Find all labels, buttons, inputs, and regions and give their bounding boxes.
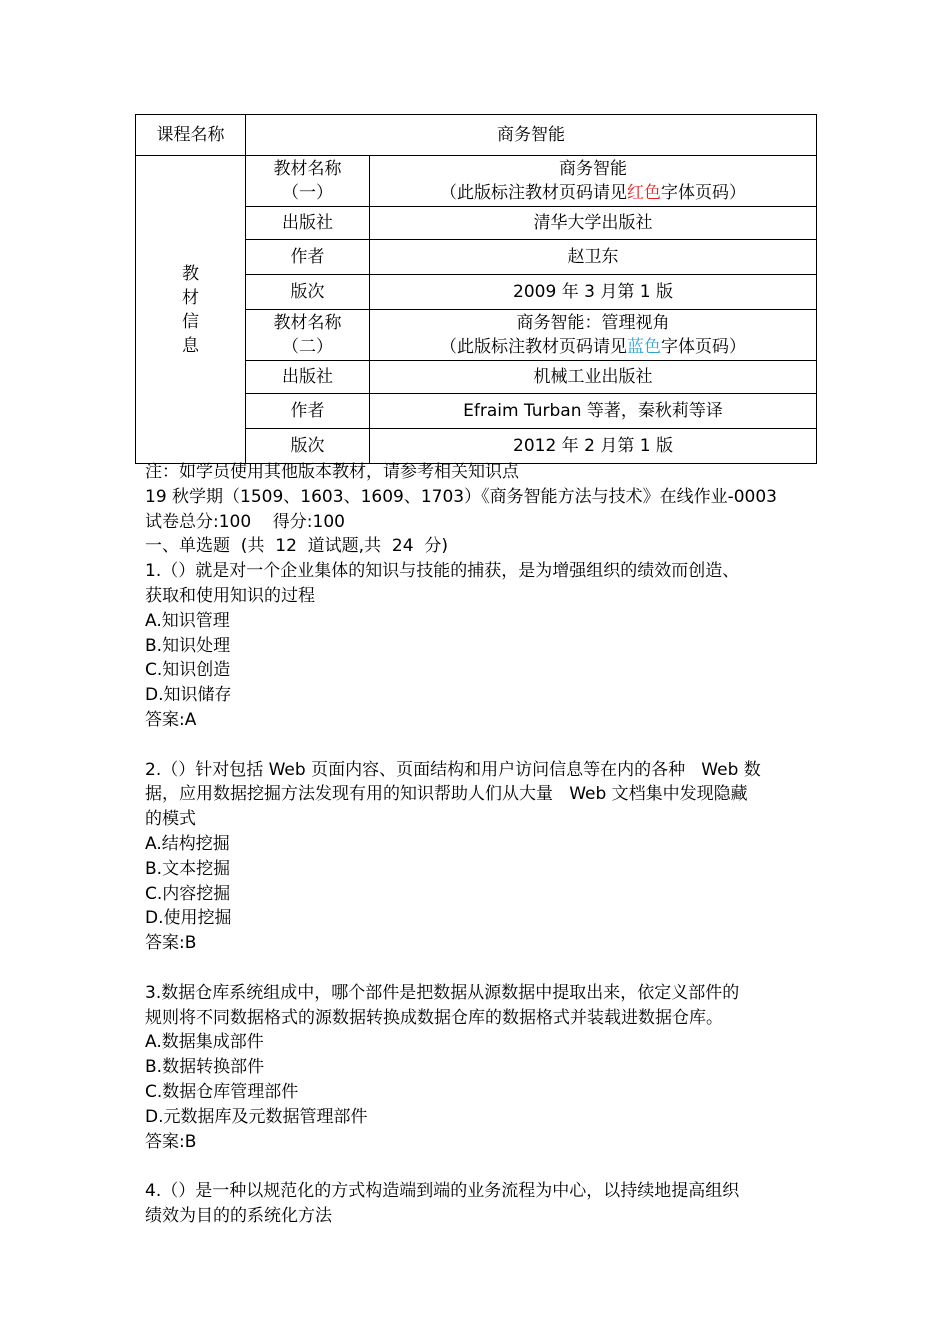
answer: 答案:B [145,933,197,954]
book1-title: 商务智能 [559,159,627,179]
option-b: B.知识处理 [145,635,231,656]
book1-name-label [246,156,370,207]
book1-title-cell [370,156,817,207]
note-suffix: 字体页码） [661,337,746,357]
question-stem-line: 据，应用数据挖掘方法发现有用的知识帮助人们从大量 Web 文档集中发现隐藏 [145,784,748,805]
question-stem-line: 规则将不同数据格式的源数据转换成数据仓库的数据格式并装载进数据仓库。 [145,1007,723,1028]
option-d: D.使用挖掘 [145,908,232,929]
book2-publisher: 机械工业出版社 [370,361,817,394]
book1-publisher-label: 出版社 [246,207,370,240]
option-b: B.文本挖掘 [145,858,231,879]
course-name-label: 课程名称 [136,115,246,156]
book1-name-row [136,156,817,207]
answer: 答案:B [145,1131,197,1152]
book2-edition-label: 版次 [246,429,370,464]
option-c: C.内容挖掘 [145,883,231,904]
question-stem-line: 绩效为目的的系统化方法 [145,1205,332,1226]
book2-note [440,337,746,357]
question-3 [145,981,815,1155]
exam-title: 19 秋学期（1509、1603、1609、1703）《商务智能方法与技术》在线作业-0003 [145,486,777,507]
section-char: 息 [182,335,199,356]
answer: 答案:A [145,709,197,730]
label-line: （一） [282,183,333,203]
question-stem-line: 4.（）是一种以规范化的方式构造端到端的业务流程为中心，以持续地提高组织 [145,1181,740,1202]
book2-publisher-label: 出版社 [246,361,370,394]
note-prefix: （此版标注教材页码请见 [440,183,627,203]
question-stem-line: 2.（）针对包括 Web 页面内容、页面结构和用户访问信息等在内的各种 Web 数 [145,759,761,780]
option-d: D.知识储存 [145,685,232,706]
book2-title: 商务智能：管理视角 [516,313,670,333]
book1-edition-label: 版次 [246,275,370,310]
textbook-info-table [135,114,817,464]
section-char: 信 [182,311,199,332]
book2-author: Efraim Turban 等著，秦秋莉等译 [370,394,817,429]
question-stem-line: 获取和使用知识的过程 [145,585,315,606]
label-line: （二） [282,337,333,357]
course-name-value: 商务智能 [246,115,817,156]
note-color-word-blue: 蓝色 [627,337,661,357]
book2-title-cell [370,310,817,361]
option-c: C.知识创造 [145,660,231,681]
book1-author-label: 作者 [246,240,370,275]
option-d: D.元数据库及元数据管理部件 [145,1106,368,1127]
label-line: 教材名称 [273,159,342,179]
book2-author-label: 作者 [246,394,370,429]
question-4 [145,1179,815,1229]
version-note: 注：如学员使用其他版本教材，请参考相关知识点 [145,462,519,482]
option-a: A.结构挖掘 [145,833,230,854]
course-row [136,115,817,156]
note-prefix: （此版标注教材页码请见 [440,337,627,357]
book2-name-label [246,310,370,361]
option-a: A.知识管理 [145,610,230,631]
option-c: C.数据仓库管理部件 [145,1081,299,1102]
question-2 [145,758,815,956]
textbook-info-label [136,156,246,464]
section-heading: 一、单选题 (共 12 道试题,共 24 分) [145,536,448,557]
option-a: A.数据集成部件 [145,1032,264,1053]
label-line: 教材名称 [273,313,342,333]
section-char: 材 [182,287,199,308]
question-1 [145,559,815,733]
note-suffix: 字体页码） [661,183,746,203]
question-stem-line: 1.（）就是对一个企业集体的知识与技能的捕获，是为增强组织的绩效而创造、 [145,561,740,582]
book1-edition: 2009 年 3 月第 1 版 [370,275,817,310]
section-char: 教 [182,263,199,284]
book1-note [440,183,746,203]
note-color-word-red: 红色 [627,183,661,203]
question-stem-line: 的模式 [145,809,196,830]
question-stem-line: 3.数据仓库系统组成中，哪个部件是把数据从源数据中提取出来，依定义部件的 [145,982,740,1003]
book1-publisher: 清华大学出版社 [370,207,817,240]
book2-edition: 2012 年 2 月第 1 版 [370,429,817,464]
book1-author: 赵卫东 [370,240,817,275]
option-b: B.数据转换部件 [145,1057,265,1078]
score-line: 试卷总分:100 得分:100 [145,511,345,532]
exam-body [145,460,815,1229]
